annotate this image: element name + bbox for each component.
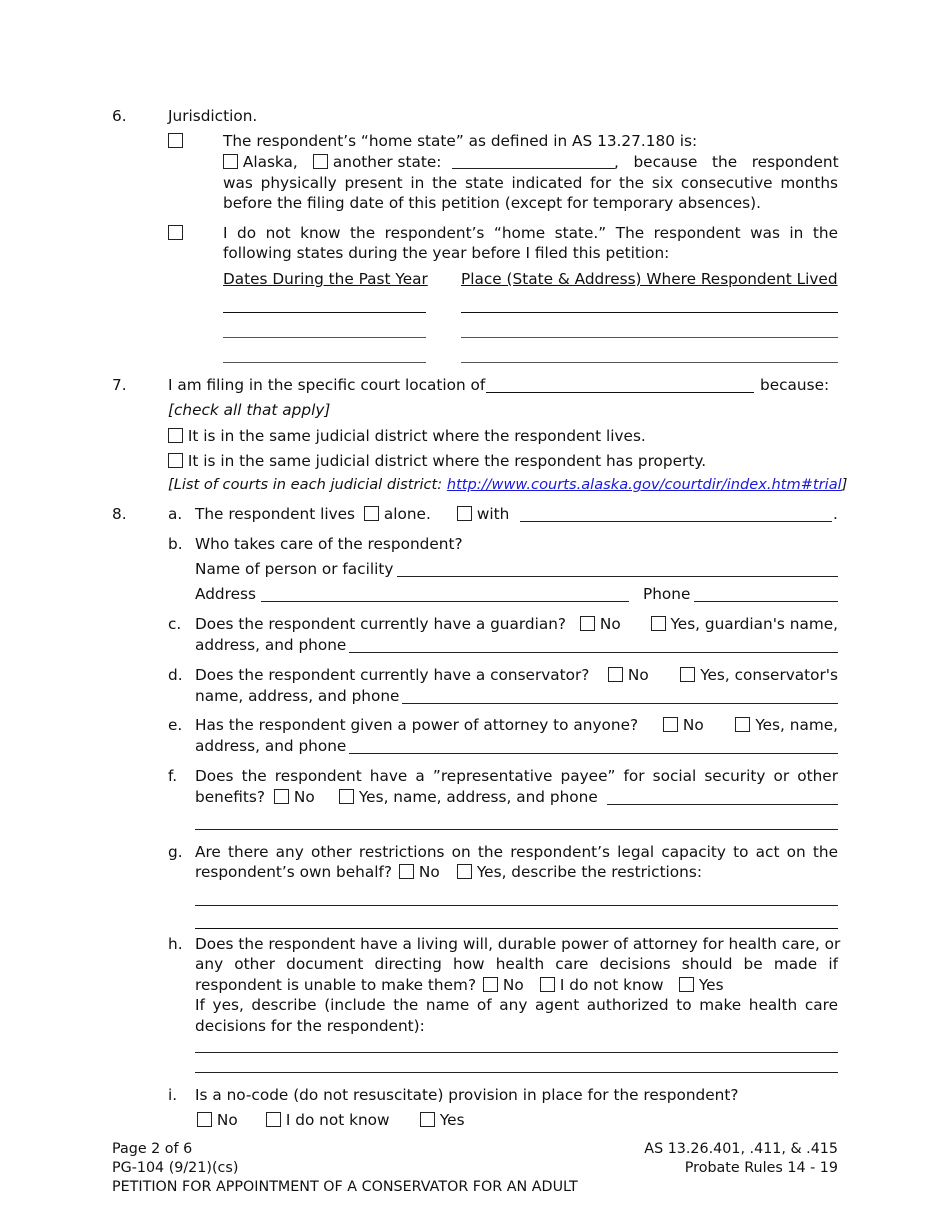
restrictions-own-label: respondent’s own behalf? bbox=[195, 863, 392, 881]
living-will-no-checkbox[interactable] bbox=[483, 977, 498, 992]
place-field-2[interactable] bbox=[461, 337, 838, 338]
another-state-checkbox[interactable] bbox=[313, 154, 328, 169]
living-will-line5: decisions for the respondent): bbox=[195, 1017, 425, 1035]
no-code-yes-label: Yes bbox=[439, 1111, 465, 1129]
home-state-line1: The respondent’s “home state” as defined in AS 13.27.180 is: bbox=[223, 132, 698, 150]
section-7-number: 7. bbox=[112, 376, 127, 394]
caretaker-name-label: Name of person or facility bbox=[195, 560, 394, 578]
section-8-number: 8. bbox=[112, 505, 127, 523]
lives-with-checkbox[interactable] bbox=[457, 506, 472, 521]
poa-details-field[interactable] bbox=[349, 753, 838, 754]
item-e-letter: e. bbox=[168, 716, 183, 734]
living-will-yes-label: Yes bbox=[698, 976, 724, 994]
caretaker-phone-field[interactable] bbox=[694, 601, 838, 602]
payee-benefits-label: benefits? bbox=[195, 788, 265, 806]
living-will-dnk-label: I do not know bbox=[559, 976, 664, 994]
payee-no-option bbox=[274, 787, 315, 807]
restrictions-no-label: No bbox=[418, 863, 440, 881]
dates-field-2[interactable] bbox=[223, 337, 426, 338]
no-code-no-option bbox=[197, 1110, 238, 1130]
section-6-title: Jurisdiction. bbox=[168, 107, 258, 125]
living-will-no-option bbox=[483, 975, 524, 995]
payee-details-field-2[interactable] bbox=[195, 829, 838, 830]
payee-no-label: No bbox=[293, 788, 315, 806]
conservator-yes-label: Yes, conservator's bbox=[700, 666, 838, 684]
place-field-1[interactable] bbox=[461, 312, 838, 313]
guardian-yes-option bbox=[643, 614, 838, 634]
no-code-yes-option bbox=[420, 1110, 465, 1130]
caretaker-phone-label: Phone bbox=[643, 585, 691, 603]
payee-question: Does the respondent have a ”representative payee” for social security or other bbox=[195, 767, 838, 785]
payee-no-checkbox[interactable] bbox=[274, 789, 289, 804]
poa-yes-checkbox[interactable] bbox=[735, 717, 750, 732]
no-code-no-label: No bbox=[216, 1111, 238, 1129]
restrictions-no-checkbox[interactable] bbox=[399, 864, 414, 879]
guardian-no-label: No bbox=[599, 615, 621, 633]
restrictions-yes-option bbox=[457, 862, 702, 882]
living-will-line4: If yes, describe (include the name of any agent authorized to make health care bbox=[195, 996, 838, 1014]
place-column-header: Place (State & Address) Where Respondent Lived bbox=[461, 270, 838, 288]
no-code-yes-checkbox[interactable] bbox=[420, 1112, 435, 1127]
conservator-yes-option bbox=[671, 665, 838, 685]
living-will-yes-checkbox[interactable] bbox=[679, 977, 694, 992]
item-h-letter: h. bbox=[168, 935, 183, 953]
section-6-number: 6. bbox=[112, 107, 127, 125]
footer-page-number: Page 2 of 6 bbox=[112, 1141, 193, 1157]
item-g-letter: g. bbox=[168, 843, 183, 861]
conservator-details-label: name, address, and phone bbox=[195, 687, 400, 705]
item-i-letter: i. bbox=[168, 1086, 178, 1104]
restrictions-field-1[interactable] bbox=[195, 905, 838, 906]
restrictions-no-option bbox=[399, 862, 440, 882]
poa-no-checkbox[interactable] bbox=[663, 717, 678, 732]
home-state-unknown-line2: following states during the year before I filed this petition: bbox=[223, 244, 670, 262]
same-district-property-option bbox=[168, 451, 706, 471]
conservator-question: Does the respondent currently have a conservator? bbox=[195, 666, 590, 684]
restrictions-question: Are there any other restrictions on the respondent’s legal capacity to act on the bbox=[195, 843, 838, 861]
same-district-property-label: It is in the same judicial district where the respondent has property. bbox=[187, 452, 707, 470]
alaska-label: Alaska, bbox=[242, 153, 298, 171]
payee-yes-option bbox=[339, 787, 598, 807]
dates-field-3[interactable] bbox=[223, 362, 426, 363]
guardian-no-checkbox[interactable] bbox=[580, 616, 595, 631]
court-location-lead: I am filing in the specific court location of bbox=[168, 376, 486, 394]
footer-form-title: PETITION FOR APPOINTMENT OF A CONSERVATOR FOR AN ADULT bbox=[112, 1179, 578, 1195]
footer-rules: Probate Rules 14 - 19 bbox=[684, 1160, 838, 1176]
guardian-no-option bbox=[580, 614, 621, 634]
alaska-checkbox[interactable] bbox=[223, 154, 238, 169]
item-b-letter: b. bbox=[168, 535, 183, 553]
conservator-no-label: No bbox=[627, 666, 649, 684]
no-code-no-checkbox[interactable] bbox=[197, 1112, 212, 1127]
conservator-details-field[interactable] bbox=[402, 703, 838, 704]
living-will-line3: respondent is unable to make them? bbox=[195, 976, 477, 994]
poa-yes-label: Yes, name, bbox=[755, 716, 838, 734]
alaska-option bbox=[223, 152, 298, 172]
caretaker-address-label: Address bbox=[195, 585, 256, 603]
same-district-property-checkbox[interactable] bbox=[168, 453, 183, 468]
same-district-lives-option bbox=[168, 426, 646, 446]
no-code-question: Is a no-code (do not resuscitate) provision in place for the respondent? bbox=[195, 1086, 739, 1104]
lives-with-option bbox=[457, 504, 509, 524]
footer-form-number: PG-104 (9/21)(cs) bbox=[112, 1160, 239, 1176]
living-will-field-2[interactable] bbox=[195, 1072, 838, 1073]
restrictions-yes-checkbox[interactable] bbox=[457, 864, 472, 879]
living-will-line2: any other document directing how health care decisions should be made if bbox=[195, 955, 838, 973]
guardian-yes-checkbox[interactable] bbox=[651, 616, 666, 631]
court-list-note bbox=[168, 475, 847, 495]
poa-no-option bbox=[663, 715, 704, 735]
another-state-label: another state: bbox=[332, 153, 442, 171]
payee-yes-checkbox[interactable] bbox=[339, 789, 354, 804]
caretaker-address-field[interactable] bbox=[261, 601, 629, 602]
same-district-lives-label: It is in the same judicial district where the respondent lives. bbox=[187, 427, 646, 445]
court-list-prefix: [List of courts in each judicial district: bbox=[168, 476, 447, 493]
dates-column-header: Dates During the Past Year bbox=[223, 270, 428, 288]
court-list-link[interactable]: http://www.courts.alaska.gov/courtdir/index.htm#trial bbox=[446, 476, 842, 493]
living-will-field-1[interactable] bbox=[195, 1052, 838, 1053]
home-state-unknown-checkbox[interactable] bbox=[168, 223, 183, 243]
because-respondent-text: , because the respondent bbox=[614, 153, 839, 171]
living-will-dnk-checkbox[interactable] bbox=[540, 977, 555, 992]
home-state-unknown-line1: I do not know the respondent’s “home state.” The respondent was in the bbox=[223, 224, 838, 242]
dates-field-1[interactable] bbox=[223, 312, 426, 313]
item-a-letter: a. bbox=[168, 505, 183, 523]
poa-no-label: No bbox=[682, 716, 704, 734]
guardian-question: Does the respondent currently have a guardian? bbox=[195, 615, 567, 633]
lives-alone-checkbox[interactable] bbox=[364, 506, 379, 521]
home-state-line3: was physically present in the state indicated for the six consecutive months bbox=[223, 174, 838, 192]
payee-details-field[interactable] bbox=[607, 804, 838, 805]
lives-period: . bbox=[833, 505, 838, 523]
poa-question: Has the respondent given a power of attorney to anyone? bbox=[195, 716, 639, 734]
footer-statute: AS 13.26.401, .411, & .415 bbox=[644, 1141, 838, 1157]
lives-text: The respondent lives bbox=[195, 505, 356, 523]
no-code-dnk-option bbox=[266, 1110, 390, 1130]
lives-alone-label: alone. bbox=[383, 505, 431, 523]
court-location-field[interactable] bbox=[486, 392, 754, 393]
another-state-field[interactable] bbox=[452, 168, 615, 169]
caretaker-name-field[interactable] bbox=[397, 576, 838, 577]
check-all-instruction: [check all that apply] bbox=[168, 401, 331, 419]
place-field-3[interactable] bbox=[461, 362, 838, 363]
item-d-letter: d. bbox=[168, 666, 183, 684]
no-code-dnk-checkbox[interactable] bbox=[266, 1112, 281, 1127]
caretaker-question: Who takes care of the respondent? bbox=[195, 535, 463, 553]
conservator-no-checkbox[interactable] bbox=[608, 667, 623, 682]
guardian-yes-label: Yes, guardian's name, bbox=[670, 615, 838, 633]
lives-with-label: with bbox=[476, 505, 510, 523]
living-will-yes-option bbox=[679, 975, 724, 995]
court-location-because: because: bbox=[760, 376, 830, 394]
guardian-details-label: address, and phone bbox=[195, 636, 347, 654]
no-code-dnk-label: I do not know bbox=[285, 1111, 390, 1129]
home-state-line4: before the filing date of this petition (except for temporary absences). bbox=[223, 194, 761, 212]
conservator-no-option bbox=[608, 665, 649, 685]
lives-with-field[interactable] bbox=[520, 521, 832, 522]
item-f-letter: f. bbox=[168, 767, 178, 785]
restrictions-field-2[interactable] bbox=[195, 928, 838, 929]
guardian-details-field[interactable] bbox=[349, 652, 838, 653]
poa-yes-option bbox=[724, 715, 838, 735]
another-state-option bbox=[313, 152, 441, 172]
court-list-suffix: ] bbox=[841, 476, 848, 493]
living-will-dnk-option bbox=[540, 975, 664, 995]
living-will-line1: Does the respondent have a living will, durable power of attorney for health care, or bbox=[195, 935, 841, 953]
poa-details-label: address, and phone bbox=[195, 737, 347, 755]
living-will-no-label: No bbox=[502, 976, 524, 994]
restrictions-yes-label: Yes, describe the restrictions: bbox=[476, 863, 702, 881]
same-district-lives-checkbox[interactable] bbox=[168, 428, 183, 443]
item-c-letter: c. bbox=[168, 615, 182, 633]
lives-alone-option bbox=[364, 504, 431, 524]
payee-yes-label: Yes, name, address, and phone bbox=[358, 788, 598, 806]
conservator-yes-checkbox[interactable] bbox=[680, 667, 695, 682]
home-state-known-checkbox[interactable] bbox=[168, 131, 183, 151]
